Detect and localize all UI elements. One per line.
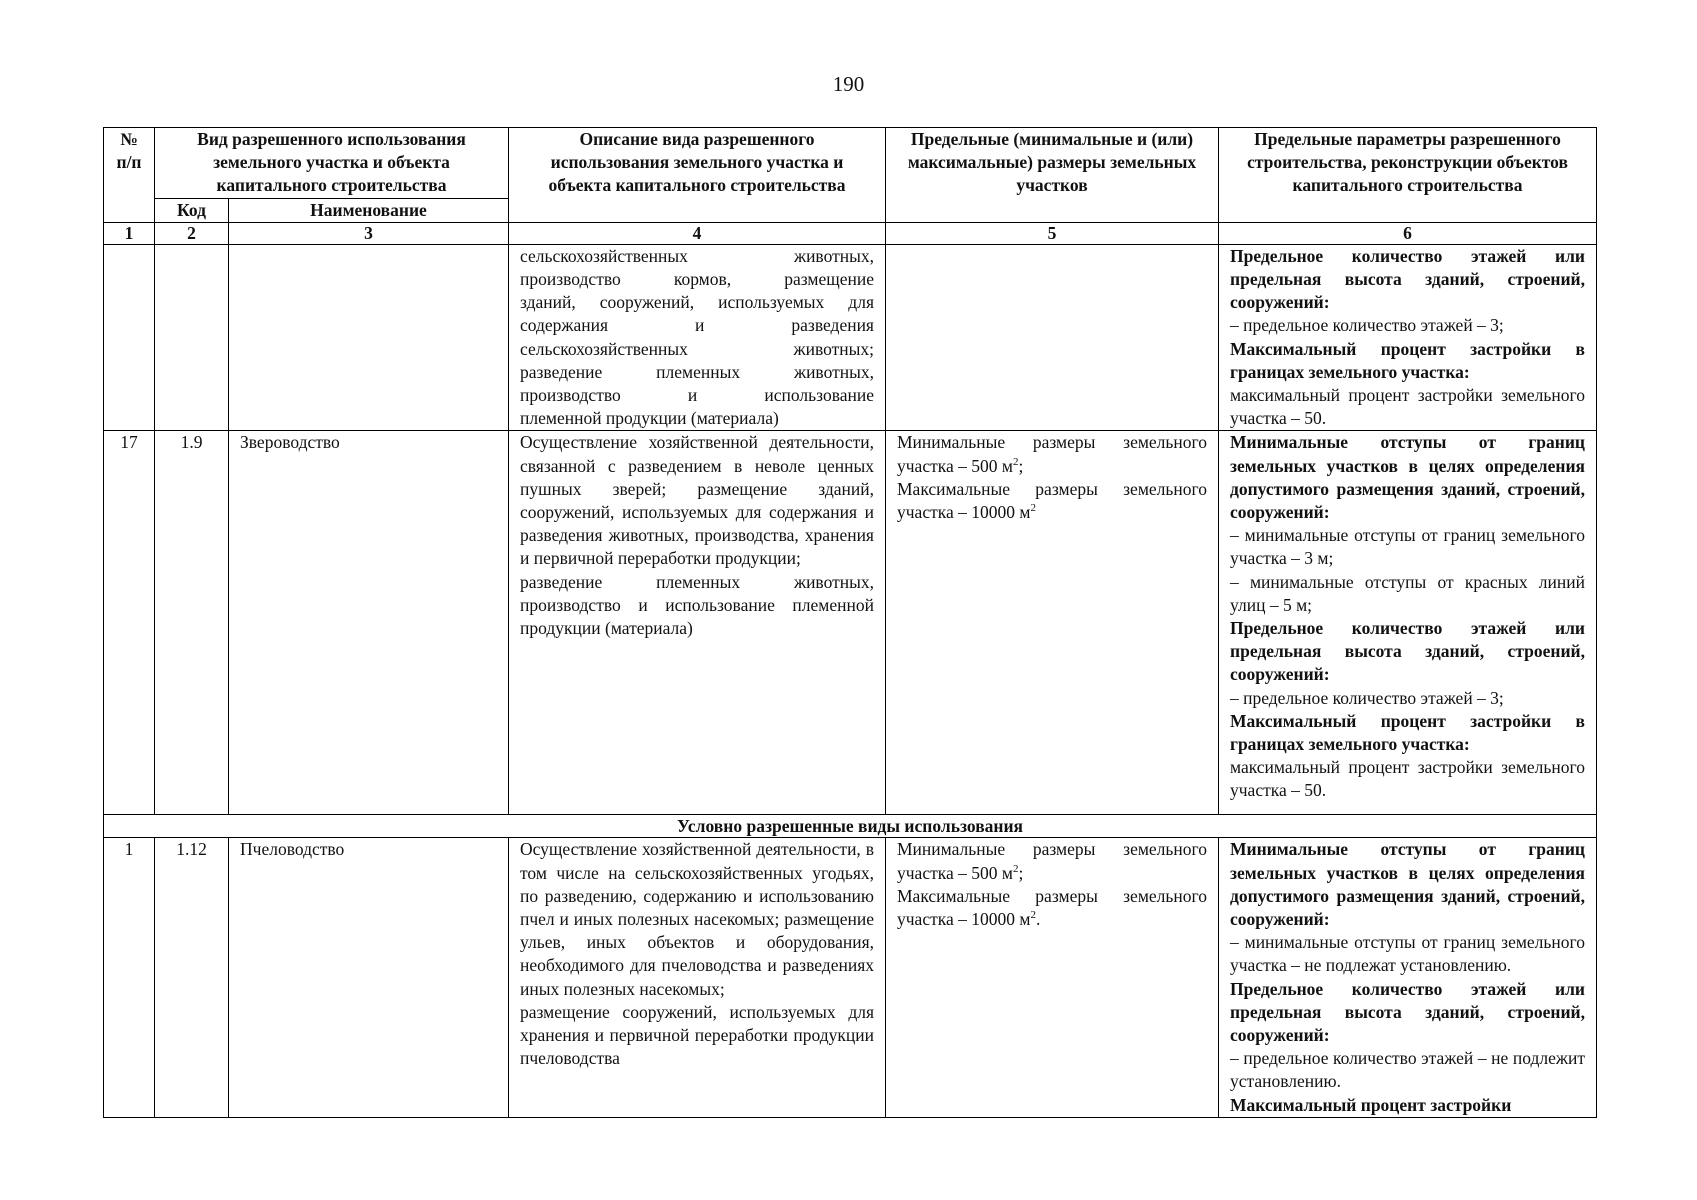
param-heading: Минимальные отступы от границ земельных участков в целях определения допустимого размещения зданий, строений, сооружений: <box>1230 839 1585 930</box>
table-row <box>104 244 1597 431</box>
row-params <box>1219 244 1597 431</box>
description-line: зданий, сооружений, используемых для <box>520 292 874 313</box>
table-row <box>104 431 1597 815</box>
header-group: Вид разрешенного использования земельного участка и объекта капитального строительства <box>155 128 509 199</box>
param-heading: Максимальный процент застройки в границах земельного участка: <box>1230 710 1585 755</box>
param-heading: Предельное количество этажей или предельная высота зданий, строений, сооружений: <box>1230 618 1585 685</box>
param-text: – предельное количество этажей – 3; <box>1230 315 1504 336</box>
row-description <box>509 244 886 431</box>
description-text: размещение сооружений, используемых для хранения и первичной переработки продукции пчеловодства <box>520 1001 874 1069</box>
column-number: 6 <box>1219 222 1597 244</box>
row-code: 1.12 <box>155 838 229 1117</box>
header-name: Наименование <box>229 198 509 222</box>
description-text: разведение племенных животных, производство и использование племенной продукции (материала) <box>520 571 874 639</box>
description-line: сельскохозяйственных животных; <box>520 338 874 359</box>
header-num: № п/п <box>104 128 155 223</box>
size-min-text: Минимальные размеры земельного участка – 500 м <box>897 839 1207 883</box>
size-min-text: Минимальные размеры земельного участка – 500 м <box>897 432 1207 476</box>
param-text: – минимальные отступы от красных линий улиц – 5 м; <box>1230 571 1585 615</box>
column-number: 5 <box>886 222 1219 244</box>
header-params: Предельные параметры разрешенного строительства, реконструкции объектов капитального строительства <box>1219 128 1597 223</box>
column-number: 2 <box>155 222 229 244</box>
column-number: 1 <box>104 222 155 244</box>
header-description: Описание вида разрешенного использования земельного участка и объекта капитального строительства <box>509 128 886 223</box>
row-name: Звероводство <box>229 431 509 815</box>
header-sizes: Предельные (минимальные и (или) максимальные) размеры земельных участков <box>886 128 1219 223</box>
param-text: – предельное количество этажей – 3; <box>1230 687 1504 708</box>
table-row <box>104 838 1597 1117</box>
size-max-text: Максимальные размеры земельного участка – 10000 м <box>897 478 1207 523</box>
row-code <box>155 244 229 431</box>
row-num: 17 <box>104 431 155 815</box>
param-heading: Предельное количество этажей или предельная высота зданий, строений, сооружений: <box>1230 978 1585 1046</box>
description-line: содержания и разведения <box>520 315 874 336</box>
header-code: Код <box>155 198 229 222</box>
row-description <box>509 431 886 815</box>
param-text: – минимальные отступы от границ земельного участка – 3 м; <box>1230 525 1585 569</box>
row-sizes <box>886 244 1219 431</box>
size-max-text: Максимальные размеры земельного участка – 10000 м <box>897 885 1207 930</box>
param-text: максимальный процент застройки земельного участка – 50. <box>1230 757 1585 801</box>
section-row <box>104 815 1597 838</box>
param-heading: Минимальные отступы от границ земельных участков в целях определения допустимого размещения зданий, строений, сооружений: <box>1230 432 1585 523</box>
row-params <box>1219 838 1597 1117</box>
row-name: Пчеловодство <box>229 838 509 1117</box>
param-text: – минимальные отступы от границ земельного участка – не подлежат установлению. <box>1230 932 1585 976</box>
column-number: 4 <box>509 222 886 244</box>
param-heading: Предельное количество этажей или предельная высота зданий, строений, сооружений: <box>1230 245 1585 313</box>
description-line: разведение племенных животных, <box>520 361 874 382</box>
row-description <box>509 838 886 1117</box>
size-max: Максимальные размеры земельного участка – 10000 $м^2$. <box>897 885 1207 930</box>
row-params <box>1219 431 1597 815</box>
page-number: 190 <box>832 72 865 96</box>
description-line: сельскохозяйственных животных, <box>520 245 874 266</box>
row-code: 1.9 <box>155 431 229 815</box>
size-min: Минимальные размеры земельного участка – 500 $м^2$; <box>897 432 1207 476</box>
param-text: максимальный процент застройки земельного участка – 50. <box>1230 385 1585 429</box>
param-text: – предельное количество этажей – не подлежит установлению. <box>1230 1048 1585 1092</box>
section-title: Условно разрешенные виды использования <box>104 815 1597 838</box>
description-line: племенной продукции (материала) <box>520 408 779 429</box>
column-numbers-row <box>104 222 1597 244</box>
size-min: Минимальные размеры земельного участка – 500 $м^2$; <box>897 839 1207 883</box>
size-max: Максимальные размеры земельного участка – 10000 $м^2$ <box>897 478 1207 523</box>
description-line: производство и использование <box>520 385 874 406</box>
column-number: 3 <box>229 222 509 244</box>
param-heading: Максимальный процент застройки в границах земельного участка: <box>1230 338 1585 382</box>
row-num <box>104 244 155 431</box>
row-sizes <box>886 838 1219 1117</box>
land-use-table <box>103 127 1597 1118</box>
row-sizes <box>886 431 1219 815</box>
row-name <box>229 244 509 431</box>
description-text: Осуществление хозяйственной деятельности, в том числе на сельскохозяйственных угодьях, по разведению, содержанию и использованию пчел и иных полезных насекомых; размещение ульев, иных объектов и оборудования, необходимого для пчеловодства и разведениях иных полезных насекомых; <box>520 839 874 999</box>
description-line: производство кормов, размещение <box>520 269 874 290</box>
row-num: 1 <box>104 838 155 1117</box>
description-text: Осуществление хозяйственной деятельности, связанной с разведением в неволе ценных пушных зверей; размещение зданий, сооружений, используемых для содержания и разведения животных, производства, хранения и первичной переработки продукции; <box>520 432 874 569</box>
param-heading: Максимальный процент застройки <box>1230 1094 1512 1115</box>
